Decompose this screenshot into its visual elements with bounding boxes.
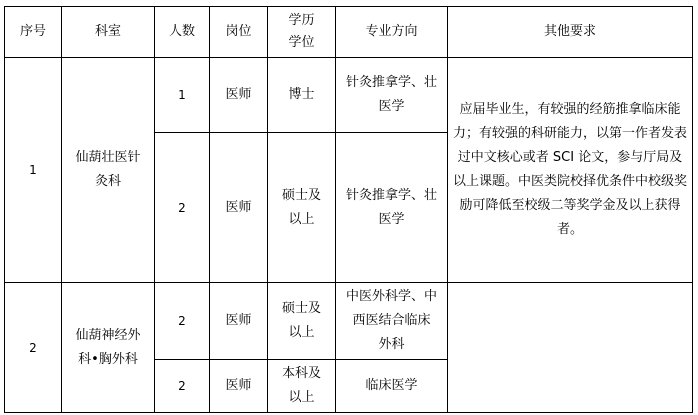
- position-post: 医师: [210, 58, 268, 133]
- position-degree: 博士: [268, 58, 336, 133]
- header-no: 序号: [5, 7, 62, 58]
- header-count: 人数: [155, 7, 210, 58]
- position-count: 2: [155, 360, 210, 413]
- position-major: 中医外科学、中 西医结合临床 外科: [336, 283, 448, 360]
- position-post: 医师: [210, 283, 268, 360]
- header-degree: 学历 学位: [268, 7, 336, 58]
- position-degree: 硕士及 以上: [268, 133, 336, 283]
- position-post: 医师: [210, 360, 268, 413]
- table-row: [5, 58, 693, 133]
- position-major: 针灸推拿学、壮 医学: [336, 133, 448, 283]
- header-row: [5, 7, 693, 58]
- header-major: 专业方向: [336, 7, 448, 58]
- dept-no: 1: [5, 58, 62, 283]
- recruitment-table: [4, 6, 693, 413]
- position-count: 1: [155, 58, 210, 133]
- position-count: 2: [155, 283, 210, 360]
- dept-name: 仙葫壮医针 灸科: [62, 58, 155, 283]
- table-row: [5, 283, 693, 360]
- position-major: 临床医学: [336, 360, 448, 413]
- position-post: 医师: [210, 133, 268, 283]
- header-other-requirements: 其他要求: [448, 7, 693, 58]
- position-degree: 本科及 以上: [268, 360, 336, 413]
- position-major: 针灸推拿学、壮 医学: [336, 58, 448, 133]
- dept-requirements: 应届毕业生，有较强的经筋推拿临床能力；有较强的科研能力，以第一作者发表过中文核心或者 SCI 论文，参与厅局及以上课题。中医类院校择优条件中校级奖励可降低至校级二等奖学金及以上获得者。: [448, 58, 693, 283]
- dept-name: 仙葫神经外 科•胸外科: [62, 283, 155, 413]
- header-department: 科室: [62, 7, 155, 58]
- position-count: 2: [155, 133, 210, 283]
- header-post: 岗位: [210, 7, 268, 58]
- position-degree: 硕士及 以上: [268, 283, 336, 360]
- dept-requirements: [448, 283, 693, 413]
- dept-no: 2: [5, 283, 62, 413]
